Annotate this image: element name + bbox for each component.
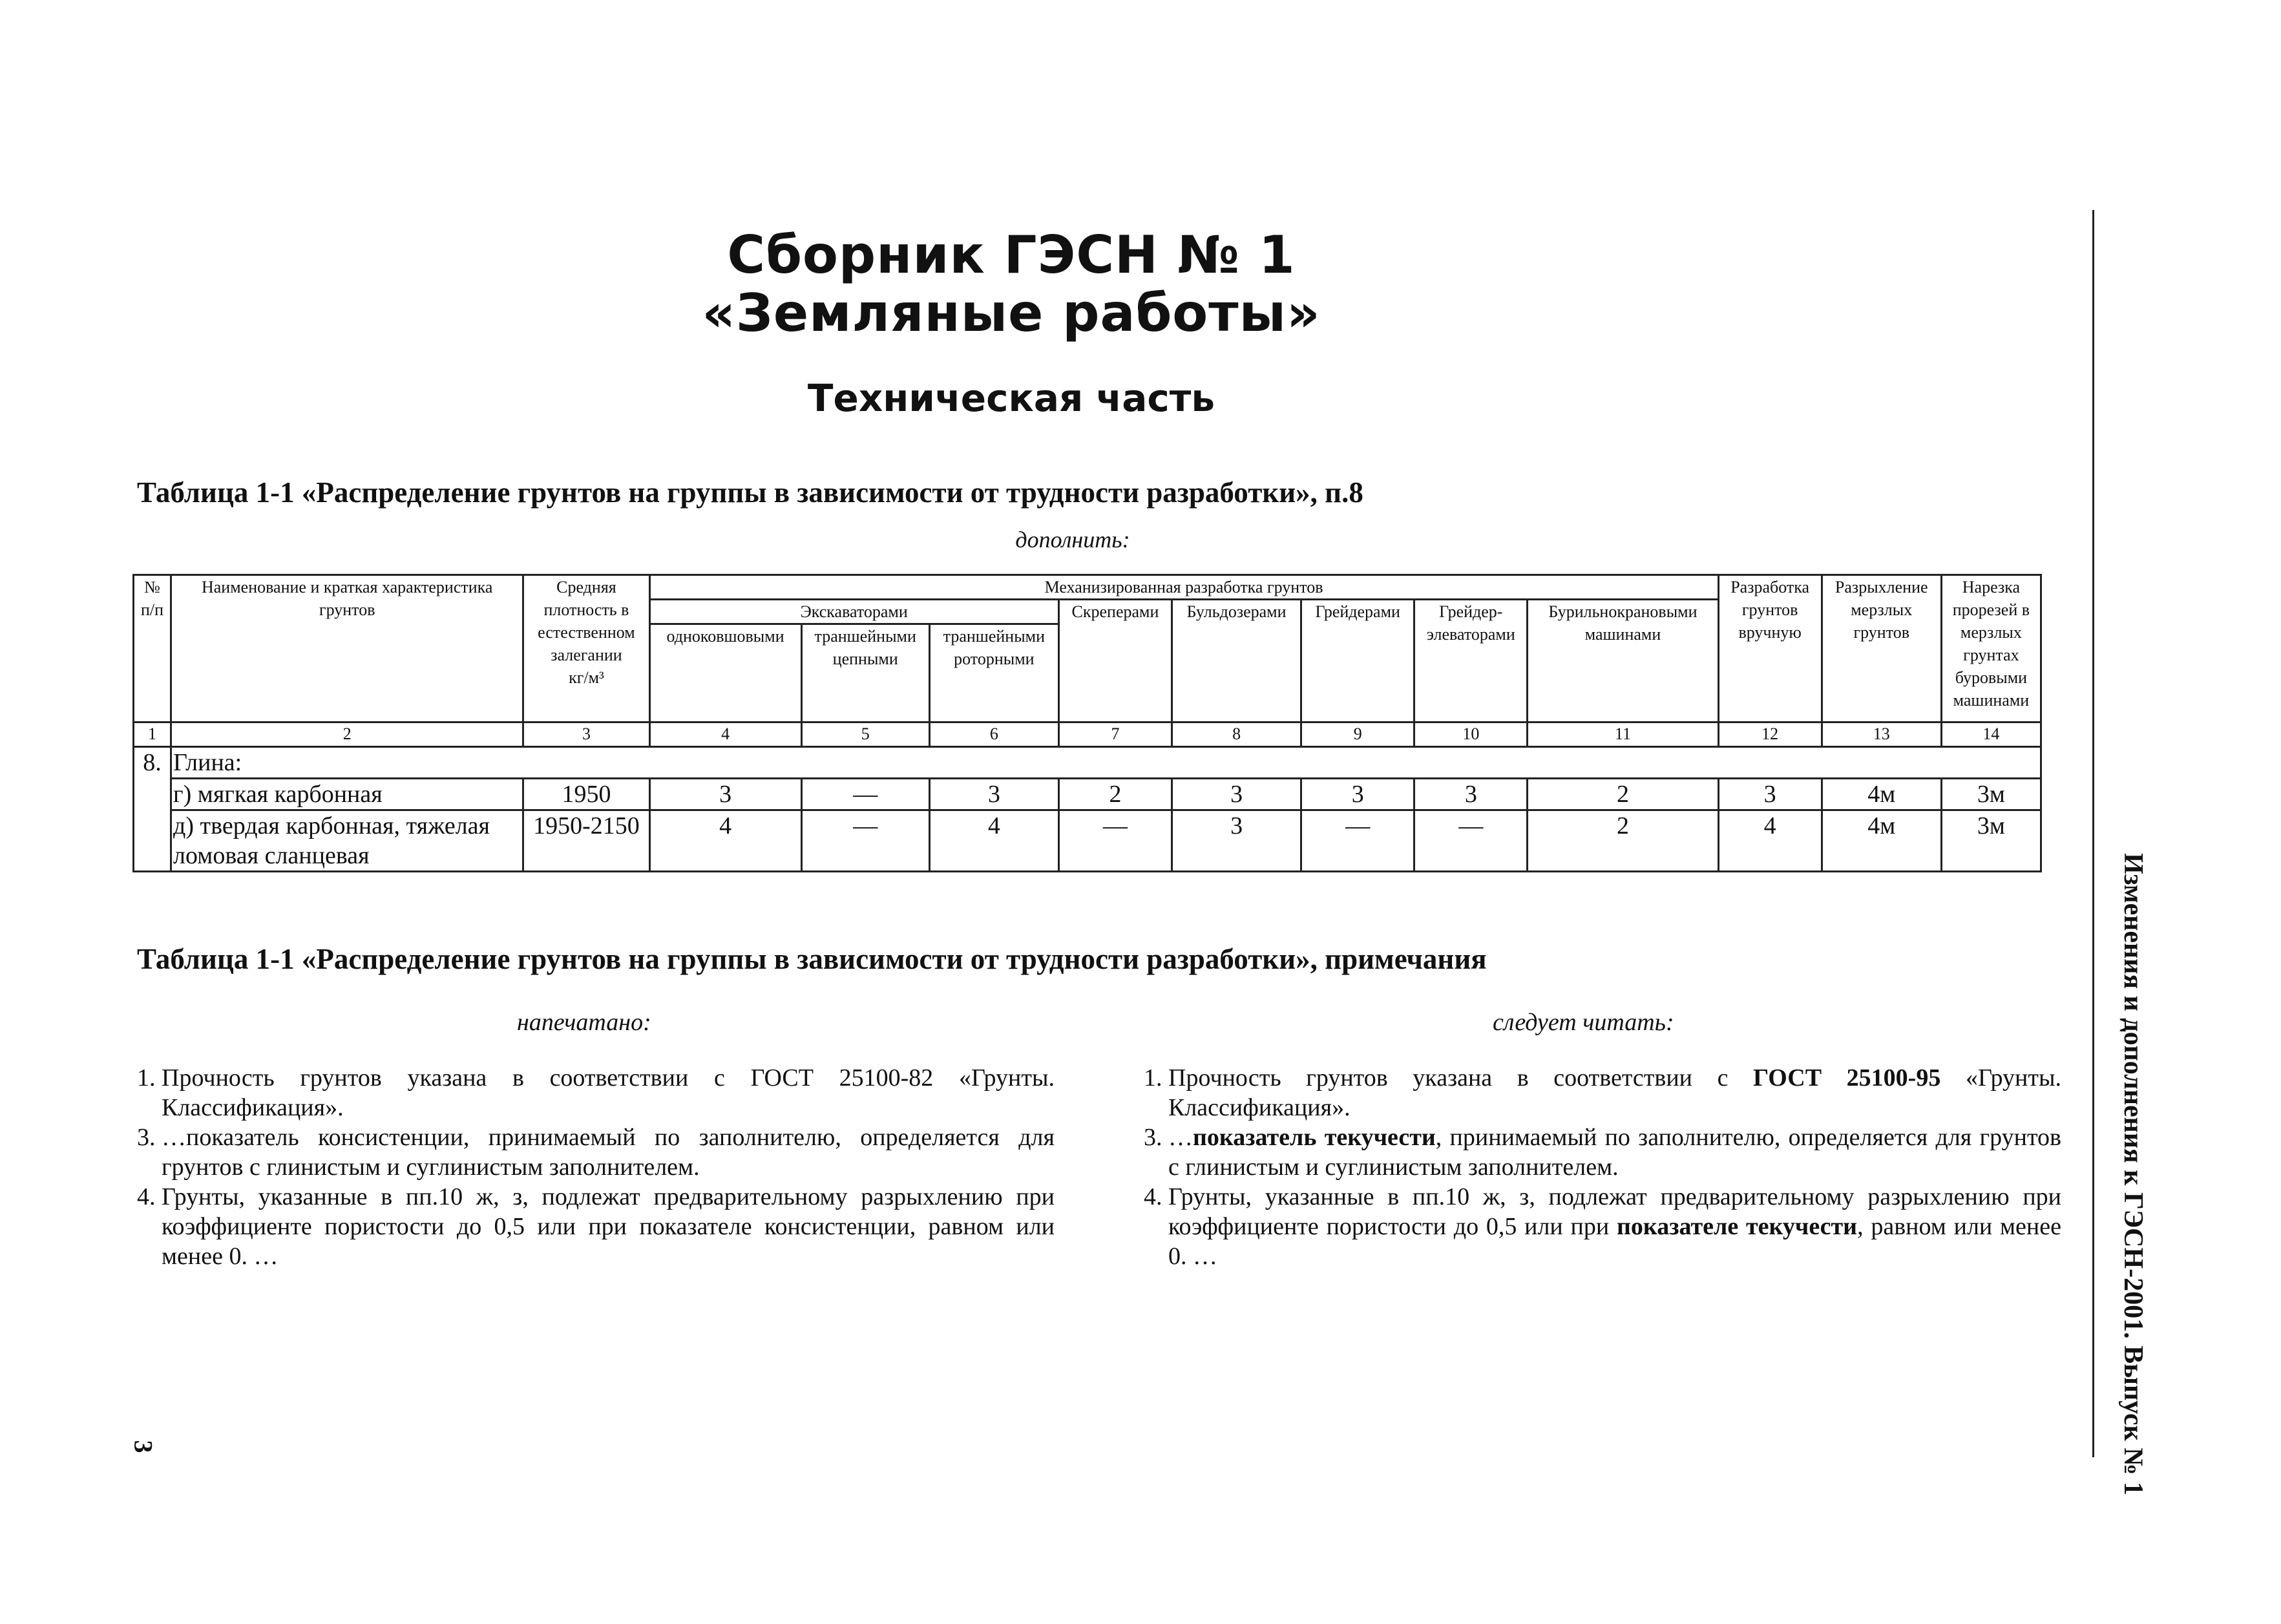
table-cell: 3 [1172,779,1301,810]
list-item [1144,1123,2061,1182]
list-item [137,1063,1055,1123]
table-cell: 4 [1718,810,1822,872]
table-cell: 3 [929,779,1058,810]
header-excavators: Экскаваторами [649,600,1058,624]
table-cell: 3м [1941,810,2041,872]
corrected-term: ГОСТ 25100-95 [1753,1064,1941,1091]
table-row-name: г) мягкая карбонная [171,779,523,810]
table-cell: — [1414,810,1528,872]
header-drill-crane: Бурильнокрановыми машинами [1528,600,1718,722]
table-cell: — [801,779,929,810]
column-number: 7 [1058,722,1172,747]
table-cell: 3 [1172,810,1301,872]
column-number: 1 [134,722,171,747]
list-item [137,1182,1055,1271]
table-cell: 4м [1822,810,1941,872]
header-single-bucket: одноковшовыми [649,624,801,722]
header-density: Средняя плотность в естественном залегании кг/м³ [523,575,649,722]
page-number: 3 [129,1440,158,1453]
table-row-name: д) твердая карбонная, тяжелая ломовая сланцевая [171,810,523,872]
header-name: Наименование и краткая характеристика грунтов [171,575,523,722]
table-cell: — [1058,810,1172,872]
column-number: 9 [1301,722,1414,747]
note-text: Грунты, указанные в пп.10 ж, з, подлежат предварительному разрыхлению при коэффициенте пористости до 0,5 или при показателе консистенции, равном или менее 0. … [162,1183,1055,1270]
header-slot-cutting: Нарезка прорезей в мерзлых грунтах буровыми машинами [1941,575,2041,722]
table-cell: 2 [1528,810,1718,872]
note-number: 4. [1144,1183,1162,1210]
column-number: 13 [1822,722,1941,747]
note-number: 1. [137,1064,156,1091]
note-text: Прочность грунтов указана в соответствии с ГОСТ 25100-82 «Грунты. Классификация». [162,1064,1055,1121]
corrected-term: показателе текучести [1617,1213,1858,1240]
header-graders: Грейдерами [1301,600,1414,722]
column-number: 4 [649,722,801,747]
table-cell: 3 [1301,779,1414,810]
table-cell: 4м [1822,779,1941,810]
column-number: 3 [523,722,649,747]
header-manual: Разработка грунтов вручную [1718,575,1822,722]
list-item [1144,1063,2061,1123]
note-text: …показатель консистенции, принимаемый по заполнителю, определяется для грунтов с глинистым и суглинистым заполнителем. [162,1124,1055,1181]
side-header-text: Изменения и дополнения к ГЭСН-2001. Выпуск № 1 [2118,853,2148,1495]
table1-caption: Таблица 1-1 «Распределение грунтов на группы в зависимости от трудности разработки», п.8 [137,476,1363,509]
corrected-term: показатель текучести [1193,1124,1436,1151]
header-frozen-loosening: Разрыхление мерзлых грунтов [1822,575,1941,722]
collection-subject: «Земляные работы» [702,283,1321,343]
margin-rule [2092,210,2094,1457]
section-title: Техническая часть [807,376,1215,420]
table2-caption: Таблица 1-1 «Распределение грунтов на группы в зависимости от трудности разработки», примечания [137,943,1487,975]
column-number: 5 [801,722,929,747]
collection-title: Сборник ГЭСН № 1 [727,225,1296,285]
header-scrapers: Скреперами [1058,600,1172,722]
soil-groups-table [132,574,2042,872]
header-trench-rotor: траншейными роторными [929,624,1058,722]
table-cell: 4 [929,810,1058,872]
list-item [1144,1182,2061,1271]
table-cell: 3 [1718,779,1822,810]
table-cell: 1950 [523,779,649,810]
column-number: 6 [929,722,1058,747]
note-text: Прочность грунтов указана в соответствии с ГОСТ 25100-95 «Грунты. Классификация». [1168,1064,2061,1121]
table-cell: 3 [1414,779,1528,810]
table-cell: 3м [1941,779,2041,810]
table-cell: 2 [1528,779,1718,810]
group-number: 8. [134,747,171,872]
table-cell: 2 [1058,779,1172,810]
column-number: 10 [1414,722,1528,747]
note-number: 4. [137,1183,156,1210]
column-number: 11 [1528,722,1718,747]
table-cell: — [801,810,929,872]
printed-label: напечатано: [517,1009,651,1036]
table-cell: 3 [649,779,801,810]
group-name: Глина: [171,747,2041,779]
note-text: Грунты, указанные в пп.10 ж, з, подлежат предварительному разрыхлению при коэффициенте пористости до 0,5 или при показателе текучести, равном или менее 0. … [1168,1183,2061,1270]
list-item [137,1123,1055,1182]
note-number: 3. [1144,1124,1162,1151]
corrected-notes [1144,1063,2061,1271]
header-grader-elevators: Грейдер-элеваторами [1414,600,1528,722]
table-cell: — [1301,810,1414,872]
header-bulldozers: Бульдозерами [1172,600,1301,722]
table-cell: 1950-2150 [523,810,649,872]
column-number: 14 [1941,722,2041,747]
note-number: 3. [137,1124,156,1151]
table1-note: дополнить: [1015,527,1130,553]
header-num: № п/п [134,575,171,722]
header-mech: Механизированная разработка грунтов [649,575,1718,600]
density-unit: кг/м³ [569,668,604,687]
side-header [2100,853,2158,1495]
header-trench-chain: траншейными цепными [801,624,929,722]
should-read-label: следует читать: [1493,1009,1674,1036]
column-number: 2 [171,722,523,747]
table-cell: 4 [649,810,801,872]
note-number: 1. [1144,1064,1162,1091]
column-number: 12 [1718,722,1822,747]
printed-notes [137,1063,1055,1271]
column-number: 8 [1172,722,1301,747]
note-text: …показатель текучести, принимаемый по заполнителю, определяется для грунтов с глинистым и суглинистым заполнителем. [1168,1124,2062,1181]
